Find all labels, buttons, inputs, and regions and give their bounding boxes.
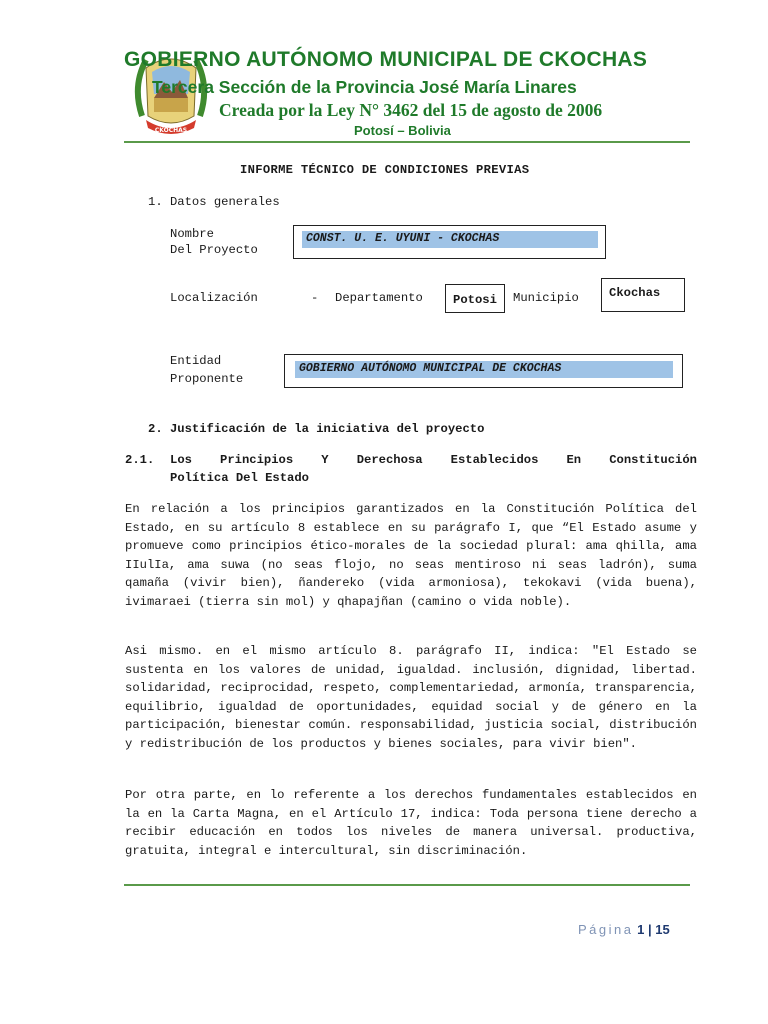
- page-separator: |: [647, 922, 652, 937]
- header-subtitle: Tercera Sección de la Provincia José María Linares: [152, 77, 577, 97]
- page-current: 1: [637, 922, 645, 937]
- nombre-label: Nombre: [170, 227, 214, 241]
- section-2-1-title-line2: Política Del Estado: [170, 471, 309, 485]
- section-2-1-title-line1: Los Principios Y Derechosa Establecidos En Constitución: [170, 453, 697, 467]
- svg-text:CKOCHAS: CKOCHAS: [154, 127, 188, 134]
- nombre-proyecto-value: CONST. U. E. UYUNI - CKOCHAS: [302, 231, 598, 248]
- nombre-proyecto-box: [293, 225, 606, 259]
- section-1-heading: 1. Datos generales: [148, 195, 280, 209]
- header-title: GOBIERNO AUTÓNOMO MUNICIPAL DE CKOCHAS: [124, 48, 648, 71]
- localizacion-label: Localización: [170, 291, 258, 305]
- section-2-heading: 2. Justificación de la iniciativa del proyecto: [148, 422, 485, 436]
- header-law: Creada por la Ley N° 3462 del 15 de agosto de 2006: [219, 100, 603, 120]
- departamento-label: Departamento: [335, 291, 423, 305]
- paragraph-1: En relación a los principios garantizados en la Constitución Política del Estado, en su artículo 8 establece en su parágrafo I, que “El Estado asume y promueve como principios ético-morales de la sociedad plural: ama qhilla, ama IIulIa, ama suwa (no seas flojo, no seas mentiroso ni seas ladrón), suma qamaña (vivir bien), ñandereko (vida armoniosa), tekokavi (vida buena), ivimaraei (tierra sin mol) y qhapajñan (camino o vida noble).: [125, 502, 697, 609]
- municipio-label: Municipio: [513, 291, 579, 305]
- entidad-value: GOBIERNO AUTÓNOMO MUNICIPAL DE CKOCHAS: [295, 361, 673, 378]
- header-location: Potosí – Bolivia: [354, 123, 451, 138]
- localizacion-dash: -: [311, 291, 319, 305]
- footer-divider: [124, 884, 690, 886]
- paragraph-2: Asi mismo. en el mismo artículo 8. parágrafo II, indica: "El Estado se sustenta en los valores de unidad, igualdad. inclusión, dignidad, libertad. solidaridad, reciprocidad, respeto, complementariedad, armonía, transparencia, equilibrio, igualdad de oportunidades, equidad social y de género en la participación, bienestar común. responsabilidad, justicia social, distribución y redistribución de los productos y bienes sociales, para vivir bien".: [125, 644, 697, 751]
- entidad-box: [284, 354, 683, 388]
- paragraph-3: Por otra parte, en lo referente a los derechos fundamentales establecidos en la en la Carta Magna, en el Artículo 17, indica: Toda persona tiene derecho a recibir educación en todos los niveles de manera universal. productiva, gratuita, integral e intercultural, sin discriminación.: [125, 788, 697, 858]
- section-2-1-number: 2.1.: [125, 453, 155, 467]
- proyecto-label: Del Proyecto: [170, 243, 258, 257]
- entidad-label: Entidad: [170, 354, 222, 368]
- report-title: INFORME TÉCNICO DE CONDICIONES PREVIAS: [240, 163, 530, 177]
- departamento-value: Potosi: [445, 284, 505, 313]
- page-word: Página: [578, 922, 634, 937]
- page-number: [578, 922, 670, 937]
- page-total: 15: [655, 922, 670, 937]
- proponente-label: Proponente: [170, 372, 244, 386]
- municipio-value: Ckochas: [601, 278, 685, 312]
- header-divider: [124, 141, 690, 143]
